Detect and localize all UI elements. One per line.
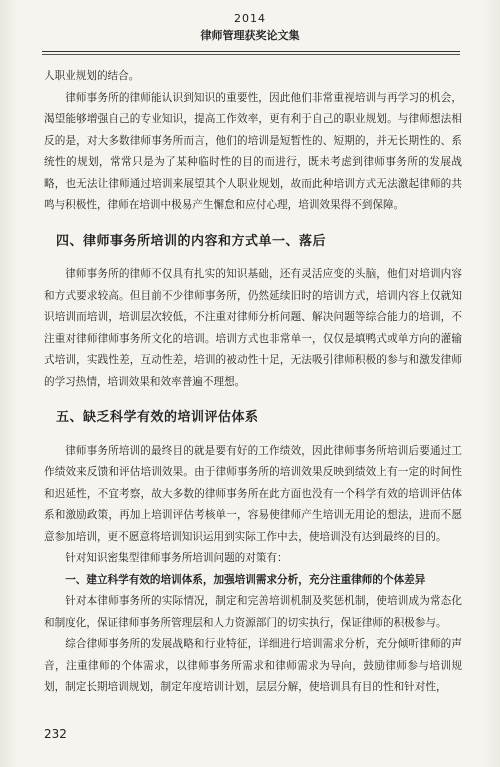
header-book-title: 律师管理获奖论文集 (200, 29, 300, 42)
header-year: 2014 (234, 12, 266, 25)
section-heading-5: 五、缺乏科学有效的培训评估体系 (56, 410, 259, 425)
page-body (44, 66, 462, 699)
subheading: 一、建立科学有效的培训体系，加强培训需求分析，充分注重律师的个体差异 (65, 573, 426, 586)
paragraph: 综合律师事务所的发展战略和行业特征，详细进行培训需求分析，充分倾听律师的声音，注重律师的个体需求，以律师事务所需求和律师需求为导向，鼓励律师参与培训规划，制定长期培训规划，制定年度培训计划，层层分解，使培训具有目的性和针对性， (44, 638, 462, 693)
paragraph: 人职业规划的结合。 (44, 70, 140, 82)
page-number: 232 (44, 727, 67, 741)
header-rule (42, 51, 460, 52)
paragraph: 针对知识密集型律师事务所培训问题的对策有： (65, 552, 288, 564)
section-heading-4: 四、律师事务所培训的内容和方式单一、落后 (56, 233, 327, 249)
running-header (0, 12, 500, 43)
paragraph: 律师事务所的律师能认识到知识的重要性，因此他们非常重视培训与再学习的机会，渴望能够增强自己的专业知识，提高工作效率，更有利于自己的职业规划。与律师想法相反的是，对大多数律师事务所而言，他们的培训是短暂性的、短期的，并无长期性的、系统性的规划，常常只是为了某种临时性的目的而进行，既未考虑到律师事务所的发展战略，也无法让律师通过培训来展望其个人职业规划，故而此种培训方式无法激起律师的共鸣与积极性，律师在培训中极易产生懈怠和应付心理，培训效果得不到保障。 (44, 91, 462, 211)
paragraph: 律师事务所培训的最终目的就是要有好的工作绩效，因此律师事务所培训后要通过工作绩效来反馈和评估培训效果。由于律师事务所的培训效果反映到绩效上有一定的时间性和迟延性，不宜考察，故大多数的律师事务所在此方面也没有一个科学有效的培训评估体系和激励政策，再加上培训评估考核单一，容易使律师产生培训无用论的想法，进而不愿意参加培训，更不愿意将培训知识运用到实际工作中去，使培训没有达到最终的目的。 (44, 444, 462, 543)
paragraph: 针对本律师事务所的实际情况，制定和完善培训机制及奖惩机制，使培训成为常态化和制度化，保证律师事务所管理层和人力资源部门的切实执行，保证律师的积极参与。 (44, 595, 462, 629)
header-rule-thin (42, 54, 460, 55)
paragraph: 律师事务所的律师不仅具有扎实的知识基础，还有灵活应变的头脑，他们对培训内容和方式要求较高。但目前不少律师事务所，仍然延续旧时的培训方式，培训内容上仅就知识培训而培训，培训层次较低，不注重对律师分析问题、解决问题等综合能力的培训，不注重对律师律师事务所文化的培训。培训方式也非常单一，仅仅是填鸭式或单方向的灌输式培训，实践性差，互动性差，培训的被动性十足，无法吸引律师积极的参与和激发律师的学习热情，培训效果和效率普遍不理想。 (44, 268, 462, 388)
